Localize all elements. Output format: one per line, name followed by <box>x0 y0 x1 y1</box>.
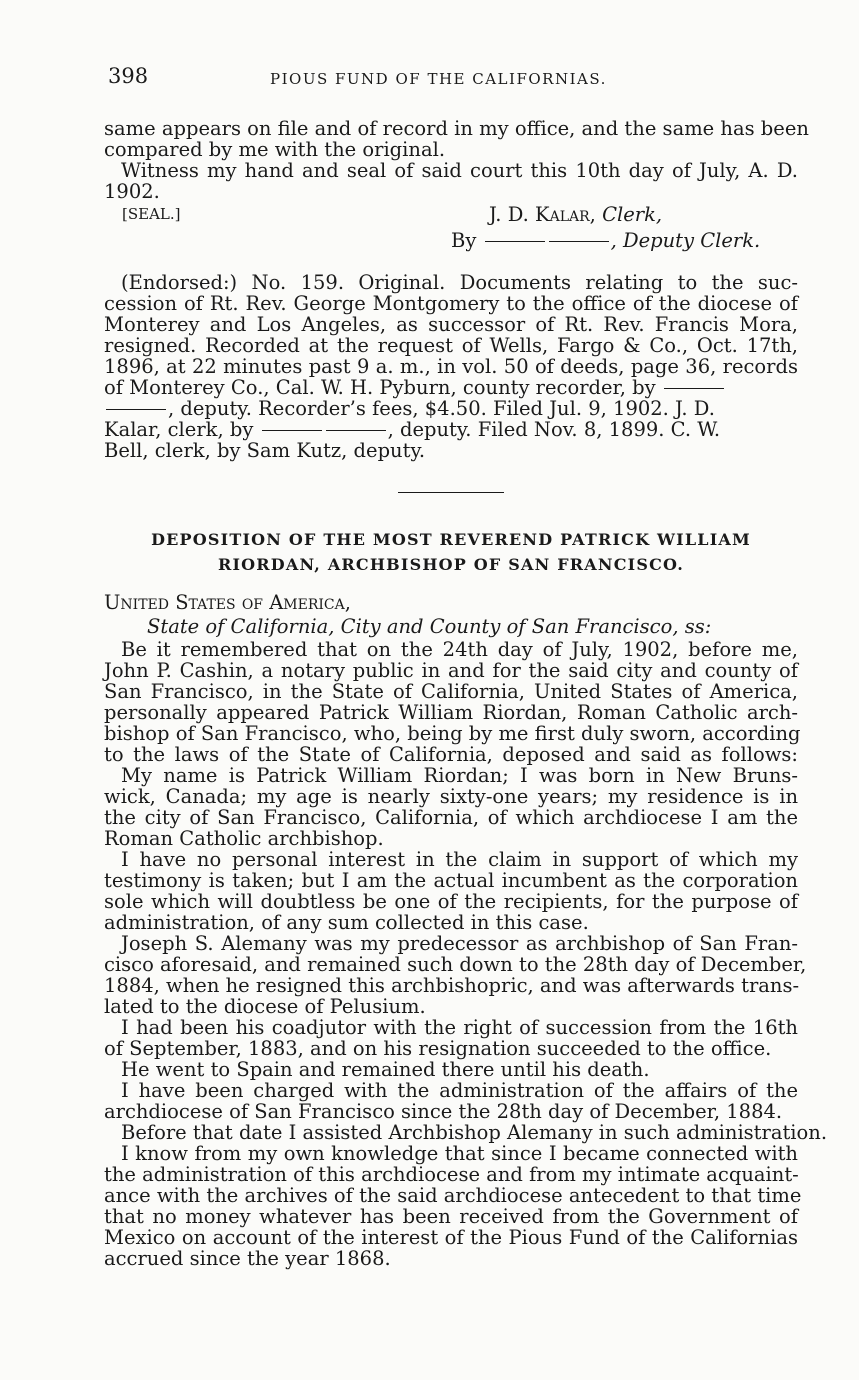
by-label: By <box>451 229 477 252</box>
text-line: My name is Patrick William Riordan; I was born in New Bruns- <box>121 764 798 787</box>
blank-rule <box>262 430 322 431</box>
text-line: that no money whatever has been received from the Government of <box>104 1205 798 1228</box>
text-line: I know from my own knowledge that since I became connected with <box>121 1142 798 1165</box>
blank-rule <box>485 241 545 242</box>
text-line: cisco aforesaid, and remained such down to the 28th day of December, <box>104 953 807 976</box>
text-line: Mexico on account of the interest of the Pious Fund of the Californias <box>104 1226 798 1249</box>
text-line: of September, 1883, and on his resignation succeeded to the office. <box>104 1037 772 1060</box>
certificate-text <box>104 117 809 203</box>
text-line: Bell, clerk, by Sam Kutz, deputy. <box>104 439 426 462</box>
text-line: I have been charged with the administration of the affairs of the <box>121 1079 798 1102</box>
text-line: of Monterey Co., Cal. W. H. Pyburn, county recorder, by <box>104 377 798 398</box>
blank-rule <box>106 409 166 410</box>
text-line: testimony is taken; but I am the actual incumbent as the corporation <box>104 869 798 892</box>
section-divider <box>398 492 504 493</box>
text-line: lated to the diocese of Pelusium. <box>104 995 426 1018</box>
text-line: the administration of this archdiocese and from my intimate acquaint- <box>104 1163 799 1186</box>
page-header <box>108 64 808 94</box>
text-line: personally appeared Patrick William Riordan, Roman Catholic arch- <box>104 701 798 724</box>
text-line: administration, of any sum collected in this case. <box>104 911 589 934</box>
page-number: 398 <box>108 64 149 88</box>
deposition-heading <box>104 527 798 577</box>
venue-state: State of California, City and County of San Francisco, ss: <box>147 615 712 638</box>
deputy-title: , Deputy Clerk. <box>610 229 761 252</box>
text-line: resigned. Recorded at the request of Wells, Fargo & Co., Oct. 17th, <box>104 334 798 357</box>
text-line: the city of San Francisco, California, of which archdiocese I am the <box>104 806 798 829</box>
text-line: Monterey and Los Angeles, as successor of Rt. Rev. Francis Mora, <box>104 313 798 336</box>
blank-rule <box>664 388 724 389</box>
blank-rule <box>549 241 609 242</box>
clerk-title: Clerk, <box>602 203 663 226</box>
text-line: John P. Cashin, a notary public in and for the said city and county of <box>104 659 798 682</box>
seal-mark: [SEAL.] <box>122 205 181 223</box>
text-line: I had been his coadjutor with the right of succession from the 16th <box>121 1016 798 1039</box>
clerk-signature <box>489 204 662 225</box>
signature-block <box>104 204 798 256</box>
text-line: ance with the archives of the said archdiocese antecedent to that time <box>104 1184 802 1207</box>
heading-line: RIORDAN, ARCHBISHOP OF SAN FRANCISCO. <box>217 555 685 574</box>
text-line: Be it remembered that on the 24th day of July, 1902, before me, <box>121 638 798 661</box>
text-line: archdiocese of San Francisco since the 28th day of December, 1884. <box>104 1100 783 1123</box>
text-line: to the laws of the State of California, deposed and said as follows: <box>104 743 798 766</box>
deputy-signature-line <box>451 230 760 251</box>
text-line: Before that date I assisted Archbishop Alemany in such administration. <box>121 1121 828 1144</box>
text-line: 1896, at 22 minutes past 9 a. m., in vol. 50 of deeds, page 36, records <box>104 355 798 378</box>
text-line: Witness my hand and seal of said court this 10th day of July, A. D. <box>121 159 798 182</box>
text-line: Joseph S. Alemany was my predecessor as archbishop of San Fran- <box>121 932 798 955</box>
text-line: He went to Spain and remained there until his death. <box>121 1058 650 1081</box>
blank-rule <box>326 430 386 431</box>
text-line: compared by me with the original. <box>104 138 446 161</box>
heading-line: DEPOSITION OF THE MOST REVEREND PATRICK WILLIAM <box>151 530 751 549</box>
text-line: Roman Catholic archbishop. <box>104 827 384 850</box>
text-line: (Endorsed:) No. 159. Original. Documents relating to the suc- <box>121 271 798 294</box>
text-line: sole which will doubtless be one of the recipients, for the purpose of <box>104 890 798 913</box>
clerk-name: J. D. Kalar, <box>489 203 596 226</box>
endorsement-paragraph <box>104 272 798 461</box>
text-line: San Francisco, in the State of California, United States of America, <box>104 680 798 703</box>
deposition-body <box>104 638 828 1270</box>
text-line: bishop of San Francisco, who, being by me first duly sworn, according <box>104 722 801 745</box>
text-line: cession of Rt. Rev. George Montgomery to the office of the diocese of <box>104 292 798 315</box>
text-line: I have no personal interest in the claim in support of which my <box>121 848 798 871</box>
text-line: same appears on file and of record in my office, and the same has been <box>104 117 809 140</box>
venue-country: United States of America, <box>104 591 351 614</box>
text-line: 1902. <box>104 180 160 203</box>
text-line: Kalar, clerk, by , deputy. Filed Nov. 8, 1899. C. W. <box>104 418 721 441</box>
text-line: wick, Canada; my age is nearly sixty-one years; my residence is in <box>104 785 798 808</box>
text-line: accrued since the year 1868. <box>104 1247 391 1270</box>
running-title: PIOUS FUND OF THE CALIFORNIAS. <box>270 70 607 88</box>
text-line: , deputy. Recorder’s fees, $4.50. Filed Jul. 9, 1902. J. D. <box>104 398 798 419</box>
text-line: 1884, when he resigned this archbishopric, and was afterwards trans- <box>104 974 800 997</box>
